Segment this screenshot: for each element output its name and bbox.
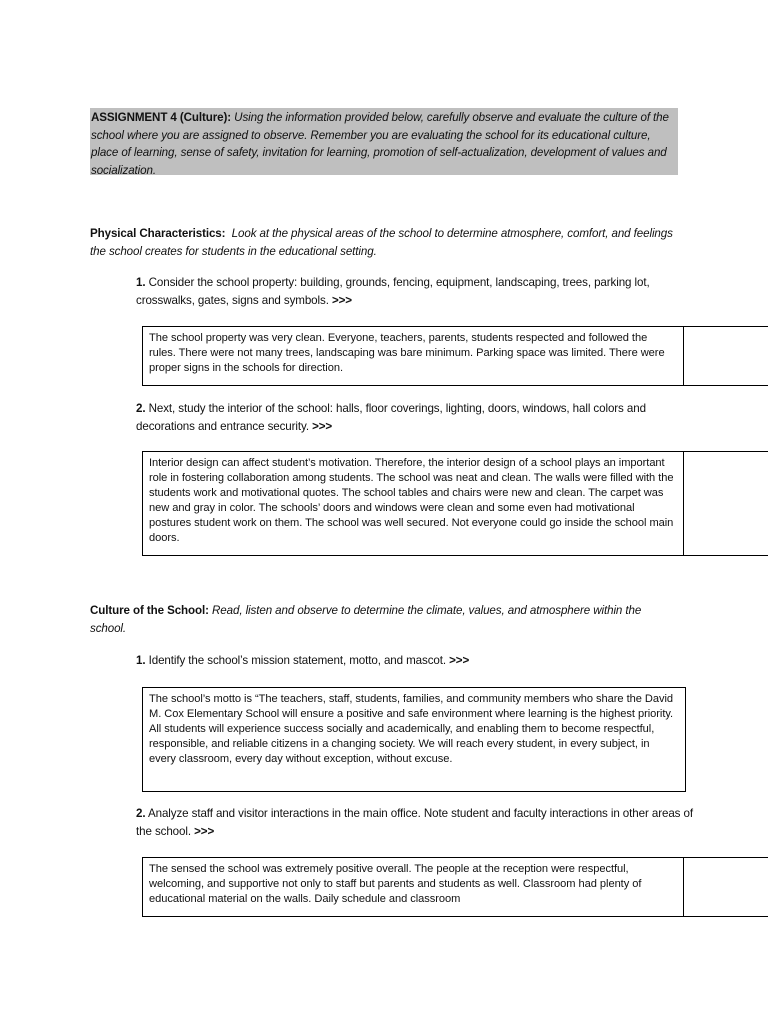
question-number: 1. — [136, 276, 146, 289]
question-arrow: >>> — [449, 654, 470, 667]
physical-answer-1-side-cell[interactable] — [684, 326, 768, 386]
assignment-header — [90, 108, 678, 175]
physical-answer-1[interactable] — [142, 326, 684, 386]
culture-answer-2-side-cell[interactable] — [684, 857, 768, 917]
question-arrow: >>> — [331, 294, 352, 307]
culture-section-intro — [90, 602, 680, 638]
question-arrow: >>> — [194, 825, 215, 838]
physical-question-2 — [136, 400, 696, 436]
question-text: Consider the school property: building, grounds, fencing, equipment, landscaping, trees, parking lot, crosswalks, gates, signs and symbols. — [136, 276, 650, 307]
answer-text: The school property was very clean. Everyone, teachers, parents, students respected and followed the rules. There were not many trees, landscaping was bare minimum. Parking space was limited. There were proper signs in the schools for direction. — [149, 332, 665, 374]
physical-description: Look at the physical areas of the school to determine atmosphere, comfort, and feelings the school creates for students in the educational setting. — [90, 227, 673, 258]
question-arrow: >>> — [312, 420, 333, 433]
assignment-instructions: Using the information provided below, carefully observe and evaluate the culture of the school where you are assigned to observe. Remember you are evaluating the school for its educational culture, place of learning, sense of safety, invitation for learning, promotion of self-actualization, development of values and socialization. — [91, 111, 669, 177]
answer-text: The school’s motto is “The teachers, staff, students, families, and community members who share the David M. Cox Elementary School will ensure a positive and safe environment where learning is the highest priority. All students will experience success socially and academically, and enabling them to become respectful, responsible, and reliable citizens in a changing society. We will reach every student, in every subject, in every classroom, every day without exception, without excuse. — [149, 693, 674, 765]
answer-text: The sensed the school was extremely positive overall. The people at the reception were respectful, welcoming, and supportive not only to staff but parents and students as well. Classroom had plenty of educational material on the walls. Daily schedule and classroom — [149, 863, 642, 905]
question-text: Next, study the interior of the school: halls, floor coverings, lighting, doors, windows, hall colors and decorations and entrance security. — [136, 402, 646, 433]
question-text: Identify the school’s mission statement, motto, and mascot. — [148, 654, 447, 667]
question-number: 2. — [136, 807, 146, 820]
culture-description: Read, listen and observe to determine the climate, values, and atmosphere within the school. — [90, 604, 642, 635]
answer-text: Interior design can affect student’s motivation. Therefore, the interior design of a school plays an important role in fostering collaboration among students. The school was neat and clean. The walls were filled with the students work and motivational quotes. The school tables and chairs were new and clean. The carpet was new and gray in color. The schools’ doors and windows were clean and some even had motivational postures student work on them. The school was well secured. Not everyone could go inside the school main doors. — [149, 457, 674, 544]
assignment-title: ASSIGNMENT 4 (Culture): — [91, 111, 232, 124]
physical-question-1 — [136, 274, 696, 310]
physical-heading: Physical Characteristics: — [90, 227, 226, 240]
physical-section-intro — [90, 225, 680, 261]
question-number: 2. — [136, 402, 146, 415]
culture-heading: Culture of the School: — [90, 604, 209, 617]
culture-question-2 — [136, 805, 696, 841]
culture-answer-2[interactable] — [142, 857, 684, 917]
culture-answer-1[interactable] — [142, 687, 686, 792]
physical-answer-2-side-cell[interactable] — [684, 451, 768, 556]
physical-answer-2[interactable] — [142, 451, 684, 556]
culture-question-1 — [136, 652, 696, 670]
question-number: 1. — [136, 654, 146, 667]
question-text: Analyze staff and visitor interactions in the main office. Note student and faculty interactions in other areas of the school. — [136, 807, 693, 838]
